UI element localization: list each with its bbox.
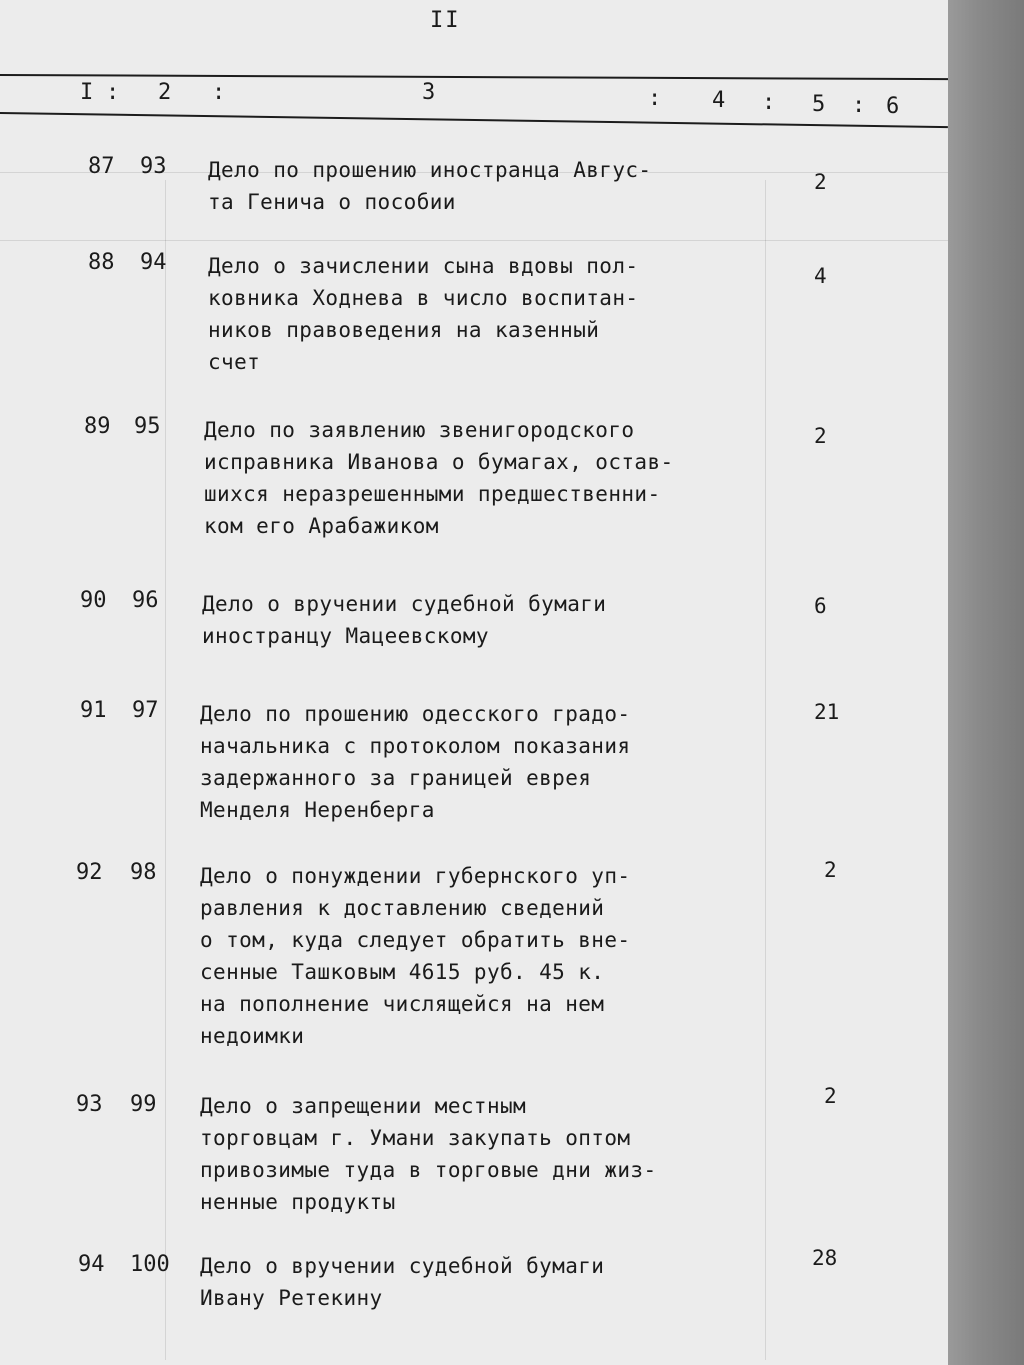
row-sheet-count: 2 [824,1084,837,1108]
col-separator: : [852,93,866,118]
col-header-1: I [80,80,97,105]
row-number: 93 [76,1092,103,1117]
row-title: Дело по заявлению звенигородского исправника Иванова о бумагах, остав- шихся неразрешенными предшественни- ком его Арабажиком [204,418,674,538]
row-old-number: 97 [132,698,159,723]
col-header-6: 6 [886,94,903,119]
col-separator: : [106,80,120,105]
ghost-column-line [165,180,166,1360]
row-title: Дело о зачислении сына вдовы пол- ковника Ходнева в число воспитан- ников правоведения на казенный счет [208,254,639,374]
row-old-number: 99 [130,1092,157,1117]
row-title: Дело о вручении судебной бумаги Ивану Ретекину [200,1254,605,1310]
header-rule-bottom [0,112,948,128]
ghost-row-line [0,240,948,241]
col-separator: : [212,80,226,105]
row-title: Дело о запрещении местным торговцам г. Умани закупать оптом привозимые туда в торговые дни жиз- ненные продукты [200,1094,657,1214]
col-separator: : [648,86,662,111]
row-sheet-count: 21 [814,700,840,724]
background-surface [948,0,1024,1365]
row-title: Дело о понуждении губернского уп- равления к доставлению сведений о том, куда следует обратить вне- сенные Ташковым 4615 руб. 45 к. на пополнение числящейся на нем недоимки [200,864,631,1048]
row-number: 88 [88,250,115,275]
col-header-5: 5 [812,92,829,117]
header-rule-top [0,74,948,80]
row-title: Дело по прошению одесского градо- начальника с протоколом показания задержанного за границей еврея Менделя Неренберга [200,702,631,822]
row-sheet-count: 2 [814,424,827,448]
row-sheet-count: 6 [814,594,827,618]
row-number: 92 [76,860,103,885]
row-sheet-count: 28 [812,1246,838,1270]
row-title: Дело о вручении судебной бумаги иностранцу Мацеевскому [202,592,607,648]
row-old-number: 98 [130,860,157,885]
row-number: 90 [80,588,107,613]
row-sheet-count: 2 [824,858,837,882]
row-number: 91 [80,698,107,723]
row-title: Дело по прошению иностранца Авгус- та Генича о пособии [208,158,652,214]
row-number: 94 [78,1252,105,1277]
col-header-3: 3 [422,80,439,105]
col-header-4: 4 [712,88,729,113]
row-number: 87 [88,154,115,179]
ghost-column-line [765,180,766,1360]
row-old-number: 93 [140,154,167,179]
col-header-2: 2 [158,80,175,105]
row-old-number: 95 [134,414,161,439]
row-sheet-count: 2 [814,170,827,194]
row-old-number: 96 [132,588,159,613]
row-old-number: 100 [130,1252,170,1277]
row-old-number: 94 [140,250,167,275]
col-separator: : [762,90,776,115]
row-sheet-count: 4 [814,264,827,288]
row-number: 89 [84,414,111,439]
page-number: II [430,8,461,33]
